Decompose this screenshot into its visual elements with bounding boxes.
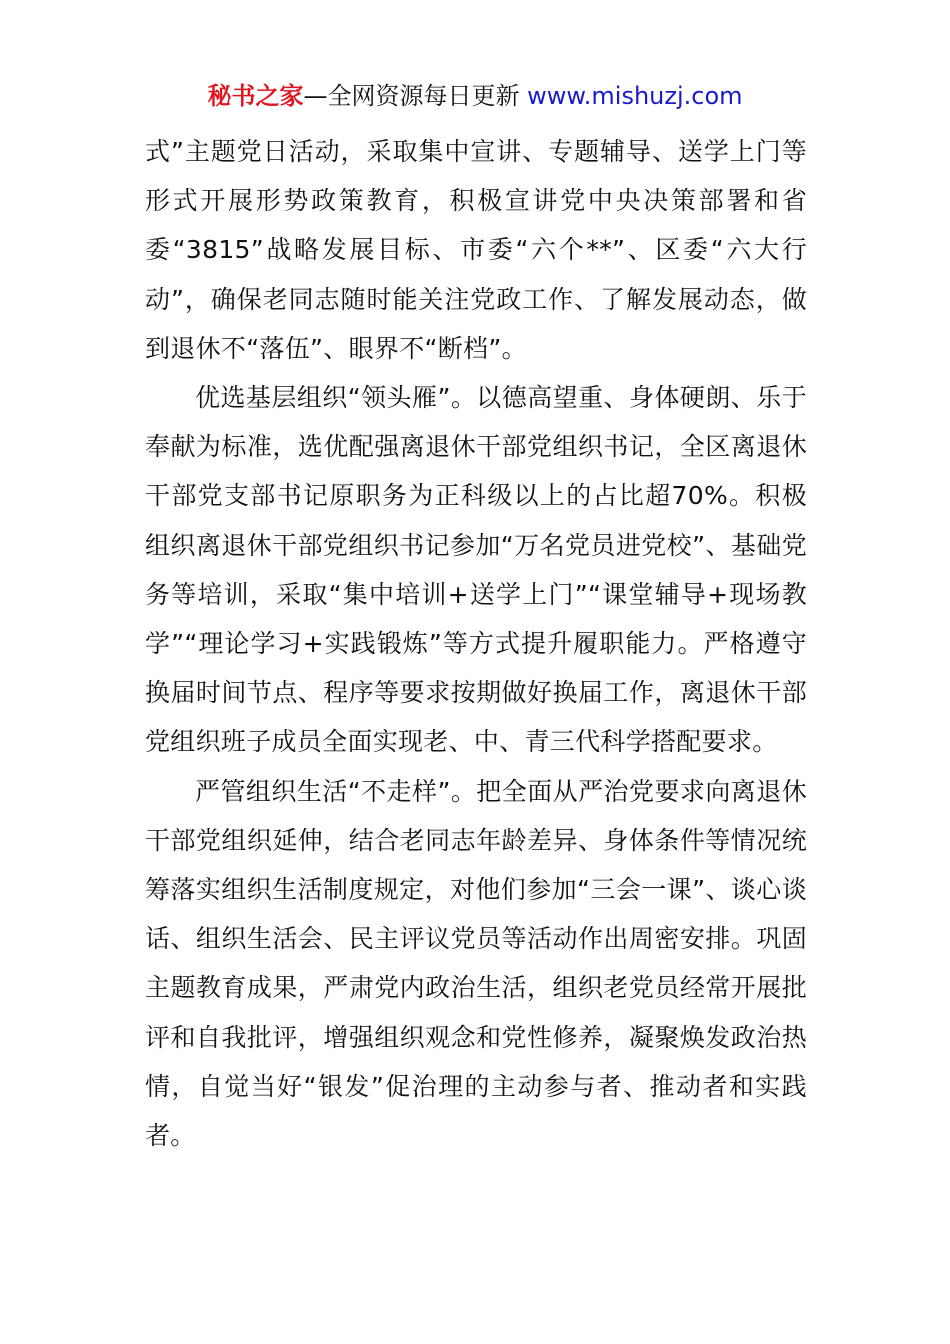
site-tagline: —全网资源每日更新 [303,82,528,110]
paragraph-continued: 式”主题党日活动，采取集中宣讲、专题辅导、送学上门等形式开展形势政策教育，积极宣讲党中央决策部署和省委“3815”战略发展目标、市委“六个**”、区委“六大行动”，确保老同志随时能关注党政工作、了解发展动态，做到退休不“落伍”、眼界不“断档”。 [145,137,807,363]
site-brand: 秘书之家 [207,82,304,110]
site-url-link[interactable]: www.mishuzj.com [527,82,743,110]
paragraph-leaders: 优选基层组织“领头雁”。以德高望重、身体硬朗、乐于奉献为标准，选优配强离退休干部党组织书记，全区离退休干部党支部书记原职务为正科级以上的占比超70%。积极组织离退休干部党组织书记参加“万名党员进党校”、基础党务等培训，采取“集中培训+送学上门”“课堂辅导+现场教学”“理论学习+实践锻炼”等方式提升履职能力。严格遵守换届时间节点、程序等要求按期做好换届工作，离退休干部党组织班子成员全面实现老、中、青三代科学搭配要求。 [145,383,807,757]
site-header [0,80,950,112]
paragraph-organization-life: 严管组织生活“不走样”。把全面从严治党要求向离退休干部党组织延伸，结合老同志年龄差异、身体条件等情况统筹落实组织生活制度规定，对他们参加“三会一课”、谈心谈话、组织生活会、民主评议党员等活动作出周密安排。巩固主题教育成果，严肃党内政治生活，组织老党员经常开展批评和自我批评，增强组织观念和党性修养，凝聚焕发政治热情，自觉当好“银发”促治理的主动参与者、推动者和实践者。 [145,776,807,1151]
document-body [145,127,807,1160]
